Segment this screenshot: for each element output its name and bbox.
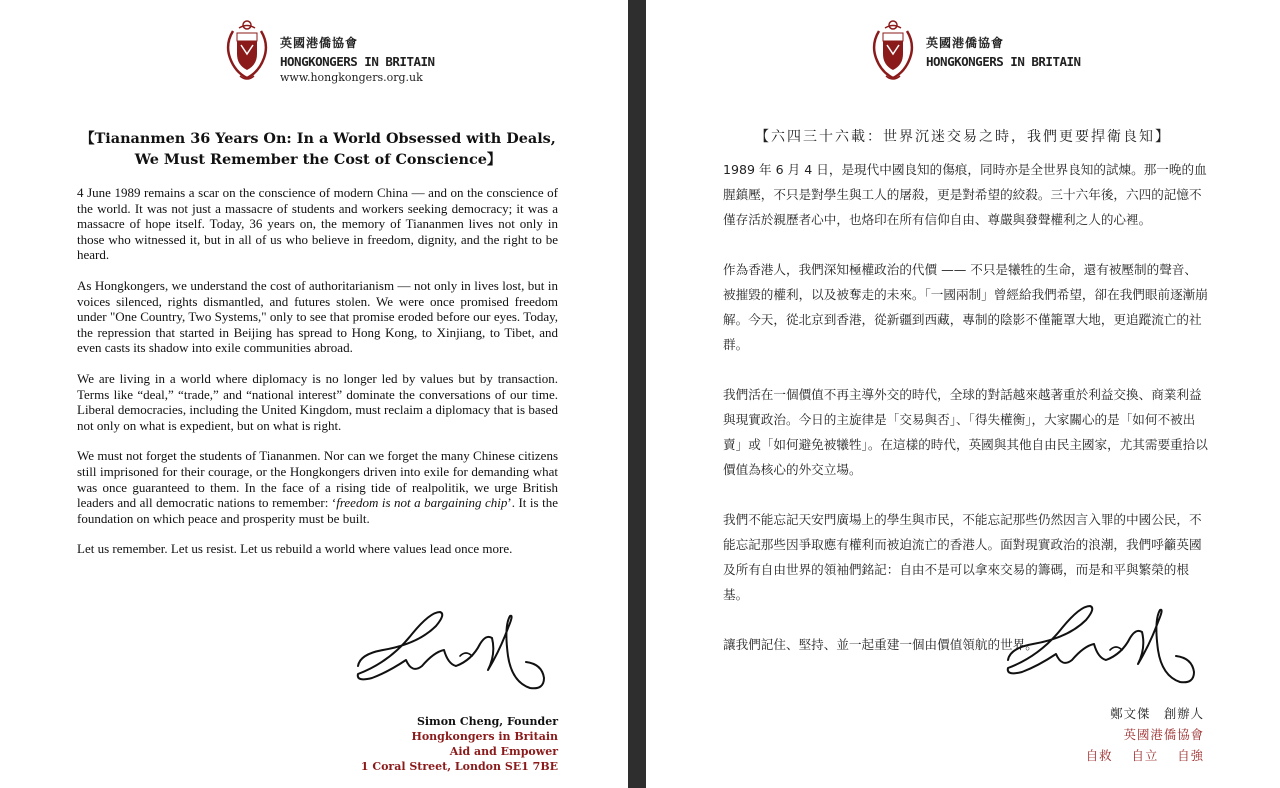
paragraph xyxy=(77,448,558,526)
emphasis-quote: freedom is not a bargaining chip xyxy=(336,495,508,511)
title-line-2: We Must Remember the Cost of Conscience】 xyxy=(134,151,502,168)
motto: 自強 xyxy=(1177,748,1204,763)
organization-address: 1 Coral Street, London SE1 7BE xyxy=(360,760,558,773)
signatory-name: 鄭文傑 創辦人 xyxy=(1110,706,1204,721)
paragraph: We are living in a world where diplomacy is no longer led by values but by transaction. Terms like “deal,” “trade,” and “national interest” dominate the conversations of our time. Liberal democracies, including the United Kingdom, must reclaim a diplomacy that is based not only on what is expedient, but on what is right. xyxy=(77,370,558,433)
organization-tagline: Aid and Empower xyxy=(449,745,558,758)
paragraph-text: We must not forget the students of Tiananmen. Nor can we forget the many Chinese citizens still imprisoned for their courage, or the Hongkongers driven into exile for demanding what was once guaranteed to them. In the face of a rising tide of realpolitik, we urge British leaders and all democratic nations to remember: ‘ xyxy=(77,448,558,511)
letter-title xyxy=(60,128,576,170)
title-line-1: 【Tiananmen 36 Years On: In a World Obsessed with Deals, xyxy=(80,130,556,147)
organization-logo xyxy=(222,18,435,84)
website-link[interactable]: www.hongkongers.org.uk xyxy=(280,71,423,84)
closing-block xyxy=(361,714,558,774)
organization-logo xyxy=(868,18,1081,84)
signature-image xyxy=(348,604,558,694)
signatory-name: Simon Cheng, Founder xyxy=(416,715,558,728)
signature-image xyxy=(998,598,1208,688)
organization-name: 英國港僑協會 xyxy=(1123,727,1204,742)
paragraph: 4 June 1989 remains a scar on the conscience of modern China — and on the conscience of the world. It was not just a massacre of students and workers seeking democracy; it was a massacre of hope itself. Today, 36 years on, the memory of Tiananmen lives not only in those who witnessed it, but in all of us who believe in freedom, dignity, and the right to be heard. xyxy=(77,185,558,263)
letter-body xyxy=(77,185,558,572)
paragraph: 讓我們記住、堅持、並一起重建一個由價值領航的世界。 xyxy=(723,637,1038,652)
logo-english-name: HONGKONGERS IN BRITAIN xyxy=(926,54,1081,69)
paragraph: 作為香港人，我們深知極權政治的代價 —— 不只是犧牲的生命，還有被壓制的聲音、被摧毀的權利，以及被奪走的未來。「一國兩制」曾經給我們希望，卻在我們眼前逐漸崩解。今天，從北京到香港，從新疆到西藏，專制的陰影不僅籠罩大地，更追蹤流亡的社群。 xyxy=(723,262,1208,352)
paragraph: 我們不能忘記天安門廣場上的學生與市民，不能忘記那些仍然因言入罪的中國公民，不能忘記那些因爭取應有權利而被迫流亡的香港人。面對現實政治的浪潮，我們呼籲英國及所有自由世界的領袖們銘記：自由不是可以拿來交易的籌碼，而是和平與繁榮的根基。 xyxy=(723,512,1202,602)
chinese-letter-page xyxy=(646,0,1280,788)
logo-chinese-name: 英國港僑協會 xyxy=(926,36,1005,50)
paragraph: As Hongkongers, we understand the cost of authoritarianism — not only in lives lost, but in voices silenced, rights dismantled, and futures stolen. We were once promised freedom under "One Country, Two Systems," only to see that promise eroded before our eyes. Today, the repression that started in Beijing has spread to Hong Kong, to Xinjiang, to Tibet, and even casts its shadow into exile communities abroad. xyxy=(77,277,558,356)
paragraph: 我們活在一個價值不再主導外交的時代，全球的對話越來越著重於利益交換、商業利益與現實政治。今日的主旋律是「交易與否」、「得失權衡」，大家關心的是「如何不被出賣」或「如何避免被犧牲」。在這樣的時代，英國與其他自由民主國家，尤其需要重拾以價值為核心的外交立場。 xyxy=(723,387,1208,477)
crest-icon xyxy=(868,18,918,84)
motto: 自立 xyxy=(1131,748,1159,763)
organization-mottos xyxy=(1072,745,1204,766)
english-letter-page xyxy=(0,0,628,788)
crest-icon xyxy=(222,18,272,84)
organization-name: Hongkongers in Britain xyxy=(411,730,558,743)
paragraph-text: ’. It is the foundation on which peace and prosperity must be built. xyxy=(77,495,558,526)
paragraph: Let us remember. Let us resist. Let us rebuild a world where values lead once more. xyxy=(77,541,513,557)
letter-title: 【六四三十六載：世界沉迷交易之時，我們更要捍衛良知】 xyxy=(755,129,1171,145)
logo-chinese-name: 英國港僑協會 xyxy=(280,36,359,50)
closing-block xyxy=(1072,703,1204,766)
logo-english-name: HONGKONGERS IN BRITAIN xyxy=(280,54,435,69)
paragraph: 1989 年 6 月 4 日，是現代中國良知的傷痕，同時亦是全世界良知的試煉。那一晚的血腥鎮壓，不只是對學生與工人的屠殺，更是對希望的絞殺。三十六年後，六四的記憶不僅存活於親歷者心中，也烙印在所有信仰自由、尊嚴與發聲權利之人的心裡。 xyxy=(723,162,1207,227)
motto: 自救 xyxy=(1085,748,1113,763)
